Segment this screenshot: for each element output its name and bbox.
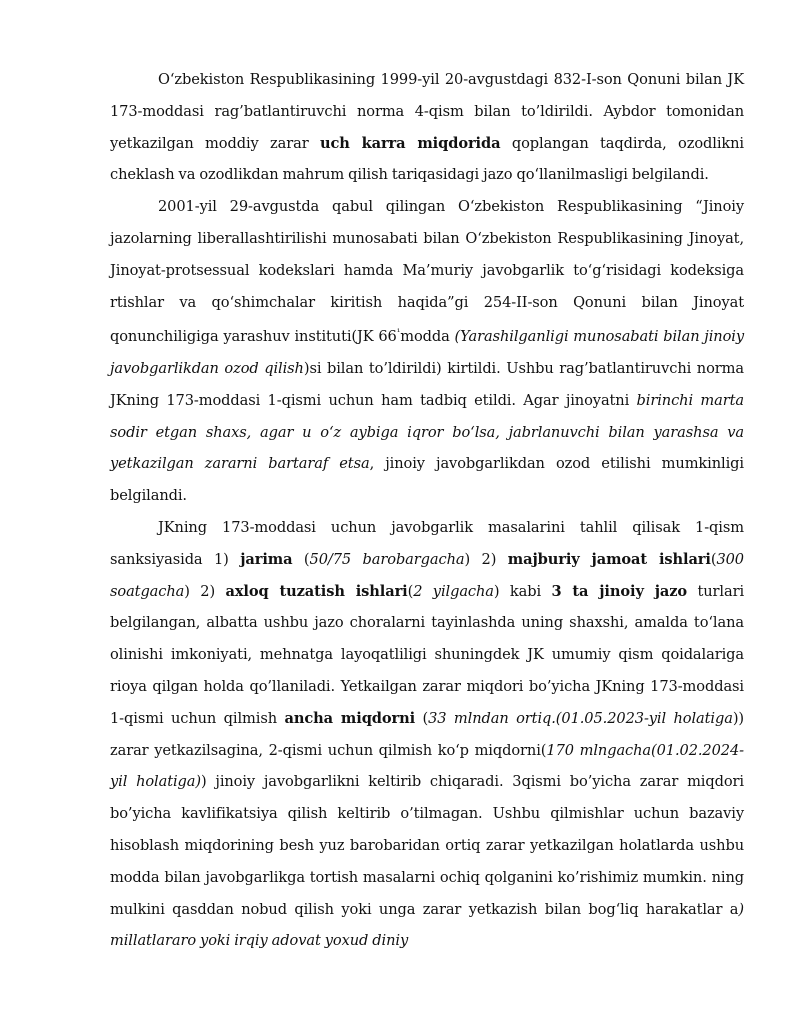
text-run: O‘zbekiston Respublikasining 1999-yil 20-avgustdagi 832-I-son Qonuni bilan JK 173-moddasi rag’batlantiruvchi norma 4-qism bilan to’ldirildi. Aybdor tomonidan yetkazilgan moddiy zarar [110,71,744,152]
italic-text: 33 mlndan ortiq.(01.05.2023-yil holatiga [428,709,733,727]
text-run: 2001-yil 29-avgustda qabul qilingan O‘zbekiston Respublikasining “Jinoiy jazolarning liberallashtirilishi munosabati bilan O‘zbekiston Respublikasining Jinoyat, Jinoyat-protsessual kodekslari hamda Ma’muriy javobgarlik to‘g‘risidagi kodeksiga rtishlar va qo‘shimchalar kiritish haqida”gi 254-II-son Qonuni bilan Jinoyat qonunchiligiga yarashuv instituti(JK 66 [110,198,744,346]
italic-text: 2 yilgacha [413,582,494,600]
text-run: ( [710,550,717,568]
text-run: ( [292,550,310,568]
text-run: modda [400,328,455,346]
paragraph-3 [110,512,744,957]
italic-text: ) millatlararo yoki irqiy adovat yoxud diniy [110,900,744,950]
text-run: ) jinoiy javobgarlikni keltirib chiqaradi. 3qismi bo’yicha zarar miqdori bo’yicha kavlifikatsiya qilish keltirib o’tilmagan. Ushbu qilmishlar uchun bazaviy hisoblash miqdorining besh yuz barobaridan ortiq zarar yetkazilgan holatlarda ushbu modda bilan javobgarlikga tortish masalarni ochiq qolganini ko’rishimiz mumkin. ning mulkini qasddan nobud qilish yoki unga zarar yetkazish bilan bog‘liq harakatlar а [110,773,744,918]
italic-text: birinchi marta sodir etgan shaxs, agar u o‘z aybiga iqror bo‘lsa, jabrlanuvchi bilan yarashsa va yetkazilgan zararni bartaraf etsa [110,391,744,473]
text-run: )si bilan to’ldirildi) kirtildi. Ushbu rag’batlantiruvchi norma JKning 173-moddasi 1-qismi uchun ham tadbiq etildi. Agar jinoyatni [110,360,744,409]
text-run: ( [415,709,429,727]
italic-text: 300 soatgacha [110,550,744,600]
italic-text: (Yarashilganligi munosabati bilan jinoiy javobgarlikdan ozod qilish [110,328,744,378]
text-run: ( [407,582,414,600]
bold-text: uch karra miqdorida [319,134,501,152]
text-run: qoplangan taqdirda, ozodlikni cheklash va ozodlikdan mahrum qilish tariqasidagi jazo qo‘llanilmasligi belgilandi. [110,134,744,184]
paragraph-1 [110,64,744,191]
text-run: ) 2) [184,582,226,600]
text-run: , jinoiy javobgarlikdan ozod etilishi mumkinligi belgilandi. [110,455,744,505]
document-page [110,64,744,957]
bold-text: jarima [240,550,293,568]
text-run: )) zarar yetkazilsagina, 2-qismi uchun qilmish ko‘p miqdorni( [110,709,745,759]
bold-text: axloq tuzatish ishlari [225,582,408,600]
bold-text: 3 ta jinoiy jazo [551,582,688,600]
bold-text: ancha miqdorni [284,709,416,727]
text-run: turlari belgilangan, albatta ushbu jazo choralarni tayinlashda uning shaxshi, amalda to‘lana olinishi imkoniyati, mehnatga layoqatliligi shuningdek JK umumiy qism qoidalariga rioya qilgan holda qo’llaniladi. Yetkailgan zarar miqdori bo’yicha JKning 173-moddasi 1-qismi uchun qilmish [110,582,745,727]
text-run: ) kabi [493,582,552,600]
italic-text: 170 mlngacha(01.02.2024-yil holatiga) [110,741,744,791]
paragraph-2 [110,191,744,512]
text-run: ) 2) [464,550,508,568]
text-run: JKning 173-moddasi uchun javobgarlik masalarini tahlil qilisak 1-qism sanksiyasida 1) [110,519,744,568]
superscript-text: ¹ [396,328,401,339]
italic-text: 50/75 barobargacha [309,550,465,568]
bold-text: majburiy jamoat ishlari [507,550,711,568]
